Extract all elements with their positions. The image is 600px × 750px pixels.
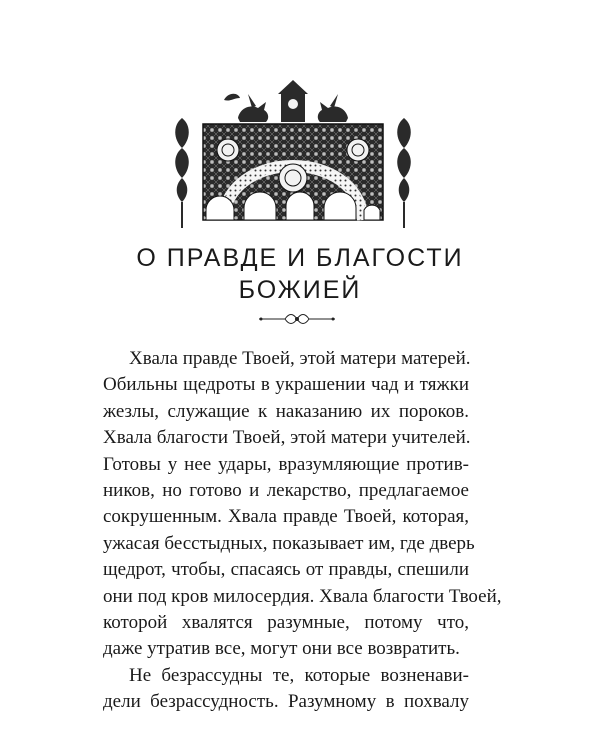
text-line: ников, но готово и лекарство, предлагаемое (103, 480, 469, 502)
text-line: Хвала благости Твоей, этой матери учителей. (103, 427, 471, 449)
text-line: дели безрассудность. Разумному в похвалу (103, 691, 469, 713)
text-line: которой хвалятся разумные, потому что, (103, 612, 469, 634)
right-bird-icon (318, 94, 348, 122)
text-line: даже утратив все, могут они все возвратить. (103, 638, 460, 660)
chapter-title-line-2: БОЖИЕЙ (238, 276, 362, 304)
body-text (103, 346, 502, 716)
text-line: ужасая бесстыдных, показывает им, где дверь (103, 532, 475, 554)
chapter-title-line-1: О ПРАВДЕ И БЛАГОСТИ (136, 244, 464, 272)
flourish-divider (257, 312, 337, 326)
paragraph-1 (103, 346, 502, 663)
text-line: они под кров милосердия. Хвала благости Твоей, (103, 585, 502, 607)
text-line: Готовы у нее удары, вразумляющие против- (103, 453, 469, 475)
text-line: щедрот, чтобы, спасаясь от правды, спешили (103, 559, 469, 581)
text-line: сокрушенным. Хвала правде Твоей, которая, (103, 506, 469, 528)
left-bird-icon (238, 94, 268, 122)
byzantine-arcade-ornament (168, 78, 418, 238)
small-bird-icon (224, 94, 240, 101)
text-line: Обильны щедроты в украшении чад и тяжки (103, 374, 469, 396)
paragraph-2 (103, 663, 469, 716)
right-tree-icon (397, 118, 411, 228)
text-line: Не безрассудны те, которые возненави- (129, 664, 469, 686)
text-line: жезлы, служащие к наказанию их пороков. (103, 400, 469, 422)
left-tree-icon (175, 118, 189, 228)
text-line: Хвала правде Твоей, этой матери матерей. (129, 348, 471, 369)
